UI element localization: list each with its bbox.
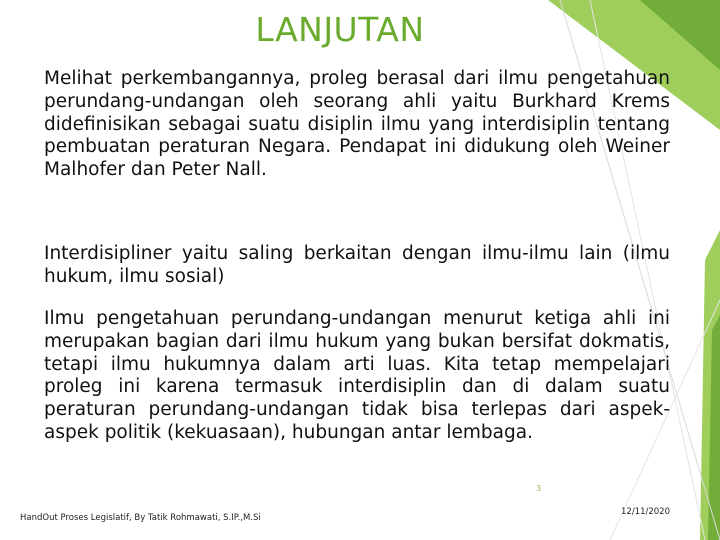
paragraph-2: Interdisipliner yaitu saling berkaitan dengan ilmu-ilmu lain (ilmu hukum, ilmu sosial) xyxy=(44,243,670,287)
paragraph-3: Ilmu pengetahuan perundang-undangan menurut ketiga ahli ini merupakan bagian dari ilmu hukum yang bukan bersifat dokmatis, tetapi ilmu hukumnya dalam arti luas. Kita tetap mempelajari proleg ini karena termasuk interdisiplin dan di dalam suatu peraturan perundang-undangan tidak bisa terlepas dari aspek-aspek politik (kekuasaan), hubungan antar lembaga. xyxy=(44,308,670,443)
slide-title: LANJUTAN xyxy=(255,10,425,49)
page-number: 3 xyxy=(536,484,542,493)
footer-author: HandOut Proses Legislatif, By Tatik Rohmawati, S.IP.,M.Si xyxy=(20,513,261,523)
footer-date: 12/11/2020 xyxy=(621,507,670,517)
paragraph-1: Melihat perkembangannya, proleg berasal dari ilmu pengetahuan perundang-undangan oleh seorang ahli yaitu Burkhard Krems didefinisikan sebagai suatu disiplin ilmu yang interdisiplin tentang pembuatan peraturan Negara. Pendapat ini didukung oleh Weiner Malhofer dan Peter Nall. xyxy=(44,68,670,181)
